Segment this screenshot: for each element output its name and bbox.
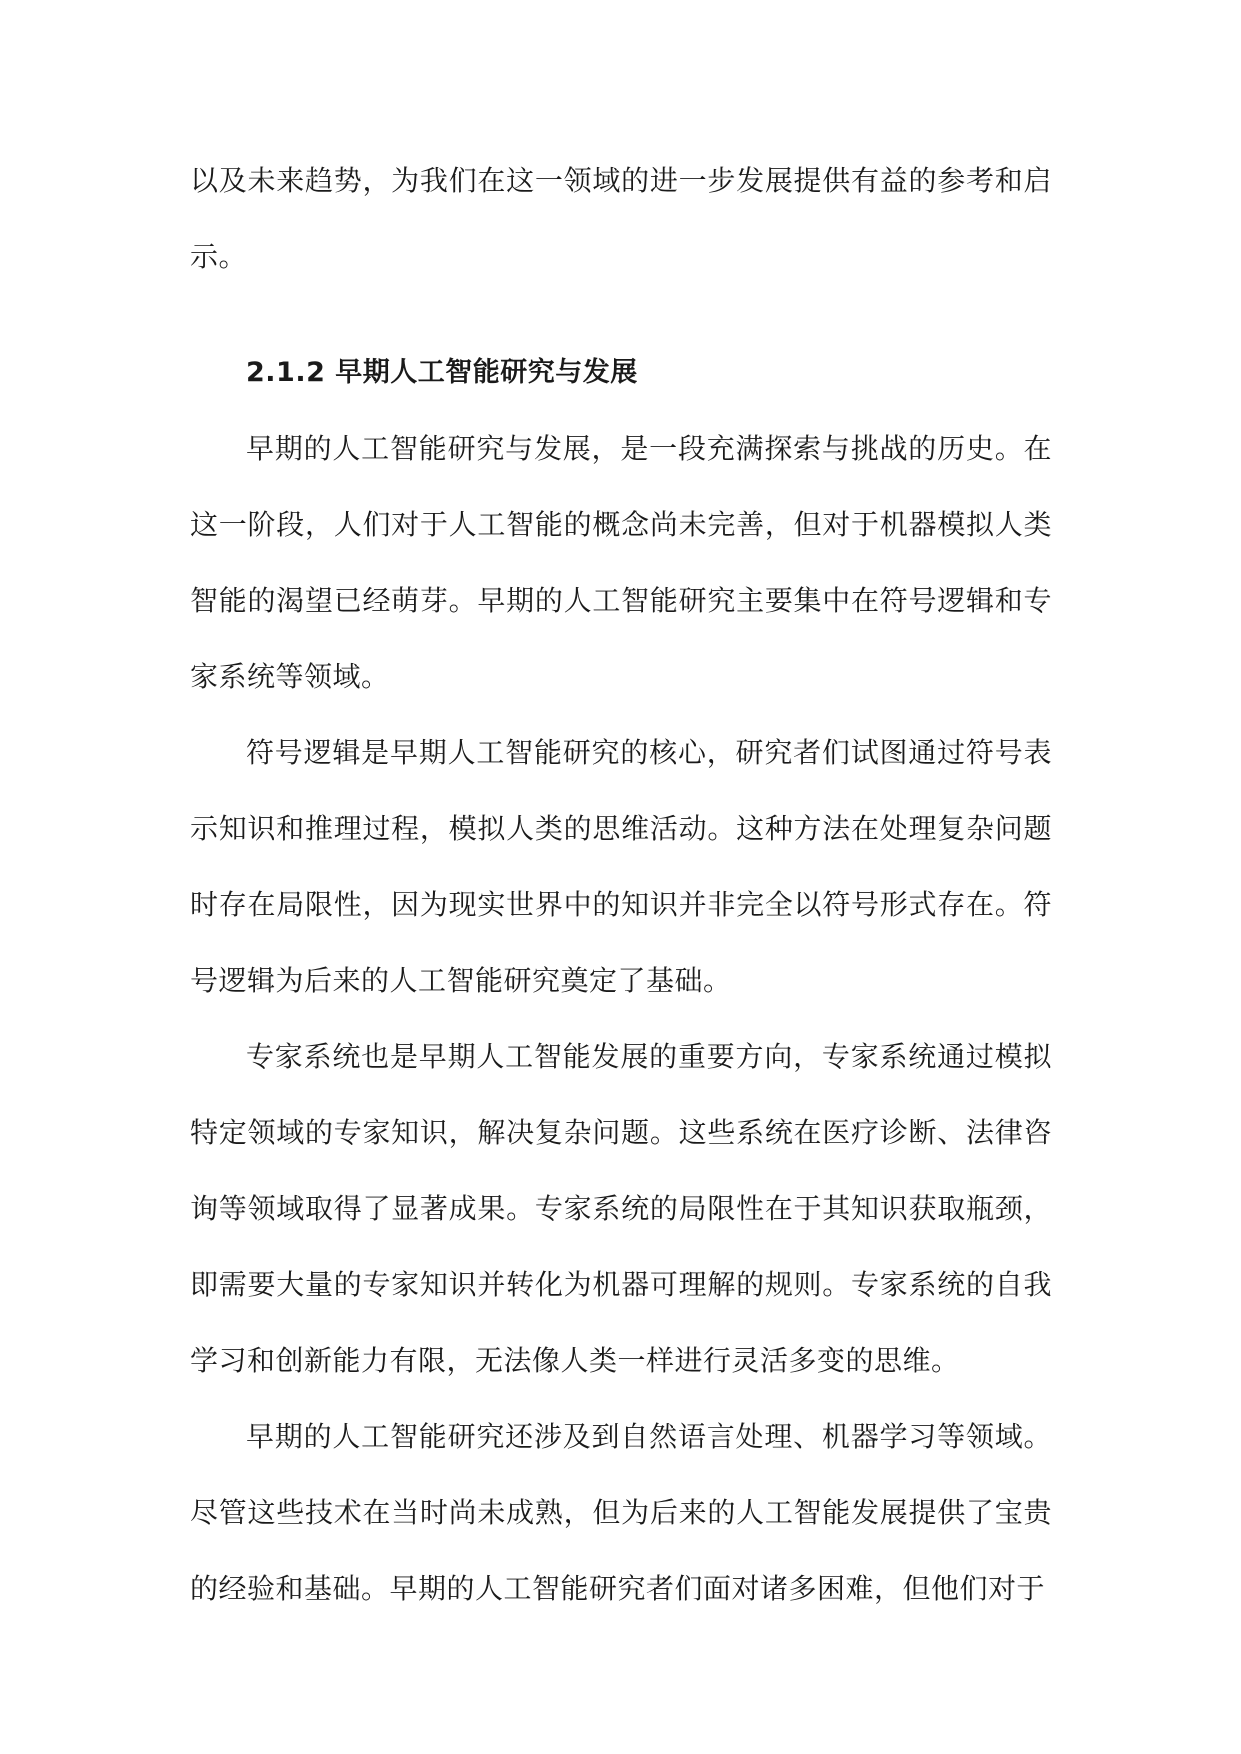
body-text <box>190 143 1052 1627</box>
section-heading: 2.1.2 早期人工智能研究与发展 <box>246 357 638 388</box>
paragraph-symbolic-logic: 符号逻辑是早期人工智能研究的核心，研究者们试图通过符号表示知识和推理过程，模拟人类的思维活动。这种方法在处理复杂问题时存在局限性，因为现实世界中的知识并非完全以符号形式存在。符号逻辑为后来的人工智能研究奠定了基础。 <box>190 736 1052 997</box>
paragraph-early-ai-history: 早期的人工智能研究与发展，是一段充满探索与挑战的历史。在这一阶段，人们对于人工智能的概念尚未完善，但对于机器模拟人类智能的渴望已经萌芽。早期的人工智能研究主要集中在符号逻辑和专家系统等领域。 <box>190 432 1052 693</box>
paragraph-continued: 以及未来趋势，为我们在这一领域的进一步发展提供有益的参考和启示。 <box>190 164 1052 273</box>
paragraph-expert-systems: 专家系统也是早期人工智能发展的重要方向，专家系统通过模拟特定领域的专家知识，解决复杂问题。这些系统在医疗诊断、法律咨询等领域取得了显著成果。专家系统的局限性在于其知识获取瓶颈，即需要大量的专家知识并转化为机器可理解的规则。专家系统的自我学习和创新能力有限，无法像人类一样进行灵活多变的思维。 <box>190 1040 1052 1377</box>
paragraph-nlp-ml: 早期的人工智能研究还涉及到自然语言处理、机器学习等领域。尽管这些技术在当时尚未成熟，但为后来的人工智能发展提供了宝贵的经验和基础。早期的人工智能研究者们面对诸多困难，但他们对于 <box>190 1420 1052 1605</box>
